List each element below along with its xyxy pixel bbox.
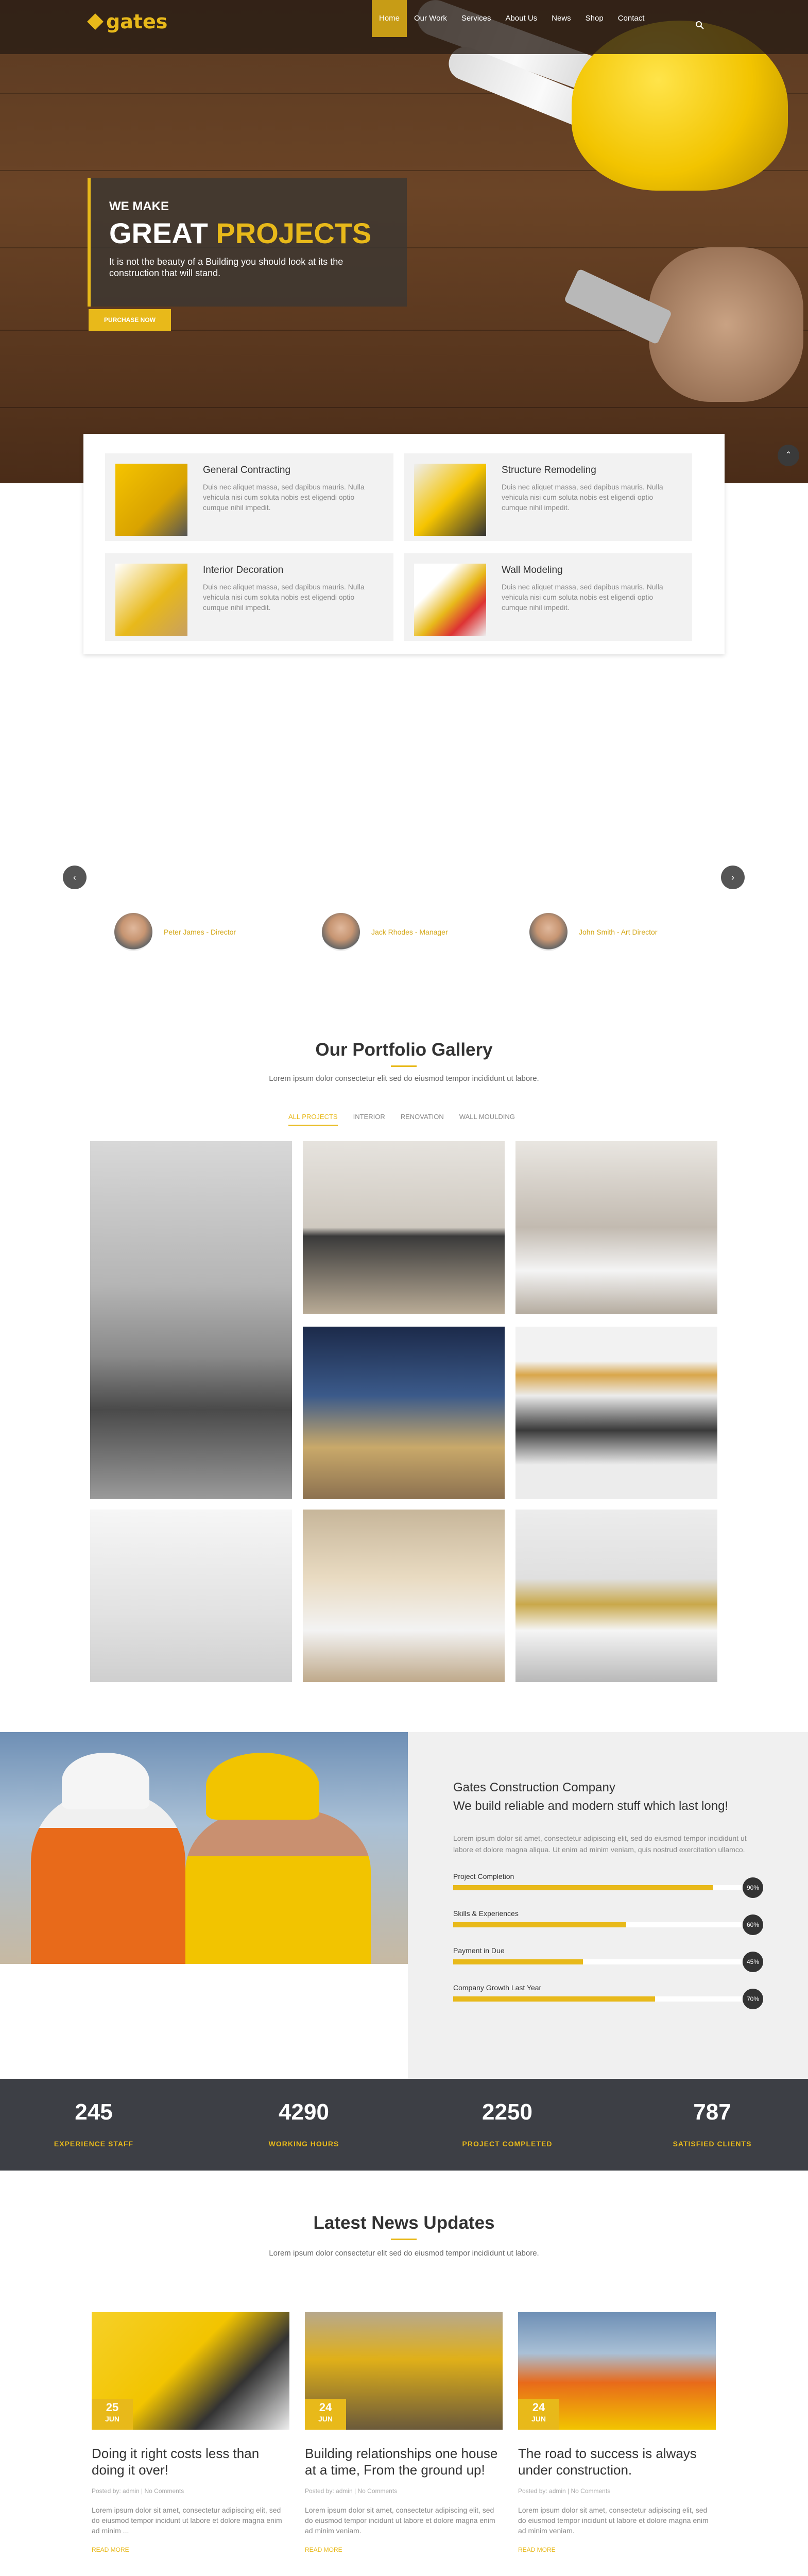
testimonial-item: Jack Rhodes - Manager — [322, 913, 448, 951]
news-meta: Posted by: admin | No Comments — [518, 2487, 611, 2495]
news-excerpt: Lorem ipsum dolor sit amet, consectetur adipiscing elit, sed do eiusmod tempor incidunt ut labore et dolore magna enim ad minim veniam. — [305, 2506, 495, 2535]
read-more-link[interactable]: READ MORE — [92, 2546, 129, 2553]
title-underline — [391, 1065, 417, 1067]
hero-kicker: WE MAKE — [109, 199, 169, 213]
progress-bar — [453, 1996, 742, 2002]
nav-shop[interactable]: Shop — [585, 14, 604, 23]
title-underline — [391, 2239, 417, 2240]
news-subtitle: Lorem ipsum dolor consectetur elit sed do eiusmod tempor incididunt ut labore. — [269, 2249, 539, 2258]
portfolio-image-kitchen[interactable] — [303, 1327, 505, 1499]
cube-logo-icon — [87, 13, 104, 30]
news-meta: Posted by: admin | No Comments — [92, 2487, 184, 2495]
news-excerpt: Lorem ipsum dolor sit amet, consectetur adipiscing elit, sed do eiusmod tempor incidunt ut labore et dolore magna enim ad minim ... — [92, 2506, 282, 2535]
site-header — [0, 0, 808, 54]
testimonial-item: Peter James - Director — [114, 913, 236, 951]
portfolio-image-living-room[interactable] — [303, 1141, 505, 1314]
progress-badge: 90% — [743, 1877, 763, 1898]
nav-our-work[interactable]: Our Work — [414, 14, 447, 23]
news-headline[interactable]: The road to success is always under construction. — [518, 2446, 697, 2478]
about-title: Gates Construction Company We build reliable and modern stuff which last long! — [453, 1781, 729, 1813]
bar-label: Project Completion — [453, 1872, 514, 1880]
service-title: Wall Modeling — [502, 565, 563, 575]
news-headline[interactable]: Doing it right costs less than doing it over! — [92, 2446, 260, 2478]
service-text: Duis nec aliquet massa, sed dapibus mauris. Nulla vehicula nisi cum soluta nobis est eligendi optio cumque nihil impedit. — [502, 483, 663, 512]
filter-wall-moulding[interactable]: WALL MOULDING — [459, 1113, 515, 1121]
news-headline[interactable]: Building relationships one house at a time, From the ground up! — [305, 2446, 498, 2478]
date-badge: 25 JUN — [92, 2399, 133, 2430]
news-meta: Posted by: admin | No Comments — [305, 2487, 398, 2495]
progress-badge: 60% — [743, 1914, 763, 1935]
portfolio-image-dining[interactable] — [303, 1510, 505, 1682]
testimonial-item: John Smith - Art Director — [529, 913, 658, 951]
portfolio-image-room[interactable] — [515, 1327, 717, 1499]
news-card — [518, 2312, 716, 2553]
stat-item: 4290 WORKING HOURS — [268, 2099, 339, 2148]
nav-news[interactable]: News — [552, 14, 571, 23]
workers-image — [0, 1732, 408, 1964]
hero-caption — [88, 178, 407, 307]
stat-item: 2250 PROJECT COMPLETED — [462, 2099, 553, 2148]
progress-bar — [453, 1959, 742, 1964]
progress-badge: 70% — [743, 1989, 763, 2009]
service-text: Duis nec aliquet massa, sed dapibus mauris. Nulla vehicula nisi cum soluta nobis est eligendi optio cumque nihil impedit. — [203, 483, 365, 512]
about-panel — [408, 1732, 808, 2079]
portfolio-filters — [288, 1113, 515, 1126]
read-more-link[interactable]: READ MORE — [305, 2546, 342, 2553]
news-image[interactable] — [92, 2312, 289, 2430]
chevron-left-icon: ‹ — [73, 872, 76, 883]
bar-label: Skills & Experiences — [453, 1909, 519, 1918]
portfolio-image-sofa[interactable] — [515, 1510, 717, 1682]
service-title: Structure Remodeling — [502, 465, 596, 476]
nav-about-us[interactable]: About Us — [505, 14, 538, 23]
about-text: Lorem ipsum dolor sit amet, consectetur adipiscing elit, sed do eiusmod tempor incididunt ut labore et dolore magna aliqua. Ut enim ad minim veniam, quis nostrud exercitation ullamco. — [453, 1834, 747, 1854]
avatar — [529, 913, 568, 951]
service-card[interactable] — [404, 453, 692, 541]
purchase-now-button[interactable]: PURCHASE NOW — [89, 309, 171, 331]
nav-contact[interactable]: Contact — [617, 14, 645, 23]
avatar — [114, 913, 152, 951]
news-card — [92, 2312, 289, 2553]
portfolio-title: Our Portfolio Gallery — [315, 1040, 493, 1060]
service-text: Duis nec aliquet massa, sed dapibus mauris. Nulla vehicula nisi cum soluta nobis est eligendi optio cumque nihil impedit. — [502, 583, 663, 612]
service-title: Interior Decoration — [203, 565, 284, 575]
service-text: Duis nec aliquet massa, sed dapibus mauris. Nulla vehicula nisi cum soluta nobis est eligendi optio cumque nihil impedit. — [203, 583, 365, 612]
date-badge: 24 JUN — [305, 2399, 346, 2430]
portfolio-image-lounge[interactable] — [515, 1141, 717, 1314]
progress-bar — [453, 1885, 742, 1890]
progress-bar — [453, 1922, 742, 1927]
hero-banner — [0, 0, 808, 483]
service-image — [115, 464, 187, 536]
date-badge: 24 JUN — [518, 2399, 559, 2430]
nav-home[interactable]: Home — [372, 0, 407, 37]
bar-label: Company Growth Last Year — [453, 1984, 542, 1992]
slider-next-button[interactable] — [721, 866, 745, 889]
avatar — [322, 913, 360, 951]
stats-strip — [0, 2079, 808, 2171]
service-card[interactable] — [105, 553, 393, 641]
service-title: General Contracting — [203, 465, 291, 476]
stat-item: 245 EXPERIENCE STAFF — [54, 2099, 134, 2148]
service-image — [414, 464, 486, 536]
service-image — [414, 564, 486, 636]
progress-badge: 45% — [743, 1952, 763, 1972]
news-excerpt: Lorem ipsum dolor sit amet, consectetur adipiscing elit, sed do eiusmod tempor incidunt ut labore et dolore magna enim ad minim veniam. — [518, 2506, 709, 2535]
slider-prev-button[interactable] — [63, 866, 87, 889]
service-card[interactable] — [404, 553, 692, 641]
logo[interactable]: gates — [88, 10, 167, 33]
hero-title: GREAT PROJECTS — [109, 217, 372, 249]
nav-services[interactable]: Services — [461, 14, 491, 23]
news-image[interactable] — [305, 2312, 503, 2430]
main-nav — [372, 0, 651, 37]
search-icon[interactable] — [695, 21, 704, 30]
filter-all-projects[interactable]: ALL PROJECTS — [288, 1113, 338, 1126]
chevron-right-icon: › — [731, 872, 734, 883]
filter-renovation[interactable]: RENOVATION — [400, 1113, 444, 1121]
news-image[interactable] — [518, 2312, 716, 2430]
portfolio-image-bathroom[interactable] — [90, 1141, 292, 1499]
service-image — [115, 564, 187, 636]
news-card — [305, 2312, 503, 2553]
bar-label: Payment in Due — [453, 1946, 505, 1955]
services-panel — [83, 434, 725, 654]
portfolio-subtitle: Lorem ipsum dolor consectetur elit sed do eiusmod tempor incididunt ut labore. — [269, 1074, 539, 1083]
filter-interior[interactable]: INTERIOR — [353, 1113, 385, 1121]
portfolio-image-white-interior[interactable] — [90, 1510, 292, 1682]
chevron-up-icon: ⌃ — [785, 451, 792, 460]
news-title: Latest News Updates — [313, 2213, 495, 2233]
read-more-link[interactable]: READ MORE — [518, 2546, 556, 2553]
stat-item: 787 SATISFIED CLIENTS — [673, 2099, 752, 2148]
service-card[interactable] — [105, 453, 393, 541]
hero-subtitle: It is not the beauty of a Building you should look at its the construction that will stand. — [109, 257, 343, 278]
scroll-up-button[interactable] — [778, 445, 799, 466]
